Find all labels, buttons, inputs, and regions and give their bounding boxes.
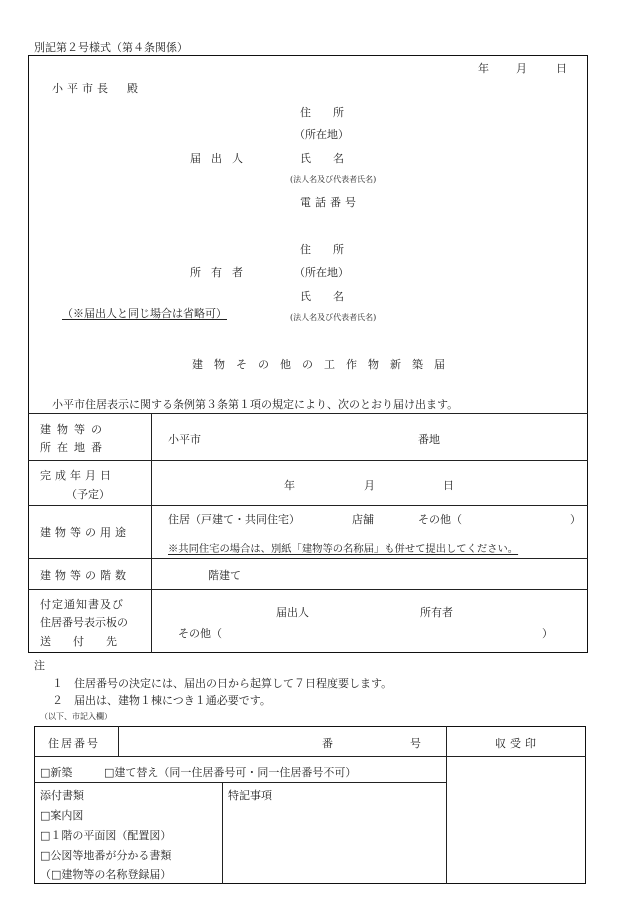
send-other-close: ） (542, 627, 553, 640)
special-notes-label: 特記事項 (228, 789, 272, 802)
send-label-3: 送 付 先 (40, 635, 117, 648)
applicant-address-sub: （所在地） (294, 128, 349, 141)
form-title: 建物その他の工作物新築届 (192, 358, 456, 371)
owner-name-label: 氏 名 (300, 290, 344, 303)
location-label-1: 建物等の (40, 423, 108, 436)
attachment-map-checkbox[interactable]: □案内図 (40, 809, 84, 822)
rebuild-checkbox[interactable]: □建て替え（同一住居番号可・同一住居番号不可） (104, 766, 357, 779)
attachment-name-registration-checkbox[interactable]: （□建物等の名称登録届） (40, 868, 172, 881)
form-number: 別記第２号様式（第４条関係） (34, 41, 188, 54)
notes-heading: 注 (34, 659, 45, 672)
send-other: その他（ (178, 627, 222, 640)
completion-year: 年 (284, 479, 295, 492)
owner-omit-note: （※届出人と同じ場合は省略可） (62, 307, 227, 320)
new-build-checkbox[interactable]: □新築 (40, 766, 73, 779)
send-owner: 所有者 (420, 606, 453, 619)
owner-address-label: 住 所 (300, 243, 344, 256)
owner-role: 所有者 (190, 266, 253, 279)
applicant-address-label: 住 所 (300, 106, 344, 119)
office-use-label: （以下、市記入欄） (40, 712, 112, 721)
usage-other-close: ） (570, 513, 581, 526)
addressee: 小平市長 殿 (52, 82, 142, 95)
attachment-cadastral-checkbox[interactable]: □公図等地番が分かる書類 (40, 849, 172, 862)
send-label-2: 住居番号表示板の (40, 616, 128, 629)
applicant-role: 届出人 (190, 152, 253, 165)
applicant-name-label: 氏 名 (300, 152, 344, 165)
attachment-floorplan-checkbox[interactable]: □１階の平面図（配置図） (40, 829, 172, 842)
floors-label: 建物等の階数 (40, 569, 130, 582)
completion-month: 月 (364, 479, 375, 492)
send-applicant: 届出人 (276, 606, 309, 619)
usage-other: その他（ (418, 513, 462, 526)
usage-residence: 住居（戸建て・共同住宅） (168, 513, 300, 526)
date-day-label: 日 (556, 62, 567, 75)
completion-label-1: 完成年月日 (40, 469, 115, 482)
location-label-2: 所在地番 (40, 441, 108, 454)
owner-name-sub: (法人名及び代表者氏名) (290, 313, 377, 322)
intro-text: 小平市住居表示に関する条例第３条第１項の規定により、次のとおり届け出ます。 (52, 398, 459, 411)
note-1: １ 住居番号の決定には、届出の日から起算して７日程度要します。 (52, 677, 393, 690)
applicant-name-sub: (法人名及び代表者氏名) (290, 175, 377, 184)
floors-value: 階建て (208, 569, 241, 582)
date-month-label: 月 (516, 62, 527, 75)
applicant-phone-label: 電話番号 (300, 196, 360, 209)
completion-day: 日 (443, 479, 454, 492)
house-number-label: 住居番号 (48, 737, 100, 750)
location-banchi: 番地 (418, 433, 440, 446)
usage-shop: 店舗 (352, 513, 374, 526)
note-2: ２ 届出は、建物１棟につき１通必要です。 (52, 694, 271, 707)
go-label: 号 (410, 737, 421, 750)
attachments-label: 添付書類 (40, 789, 84, 802)
completion-label-2: （予定） (66, 488, 110, 501)
receipt-stamp-label: 収受印 (495, 737, 540, 750)
ban-label: 番 (322, 737, 333, 750)
main-form-box (28, 55, 588, 653)
location-city: 小平市 (168, 433, 201, 446)
send-label-1: 付定通知書及び (40, 598, 124, 611)
usage-note: ※共同住宅の場合は、別紙「建物等の名称届」も併せて提出してください。 (168, 543, 519, 555)
owner-address-sub: （所在地） (294, 266, 349, 279)
usage-label: 建物等の用途 (40, 526, 130, 539)
date-year-label: 年 (478, 62, 489, 75)
